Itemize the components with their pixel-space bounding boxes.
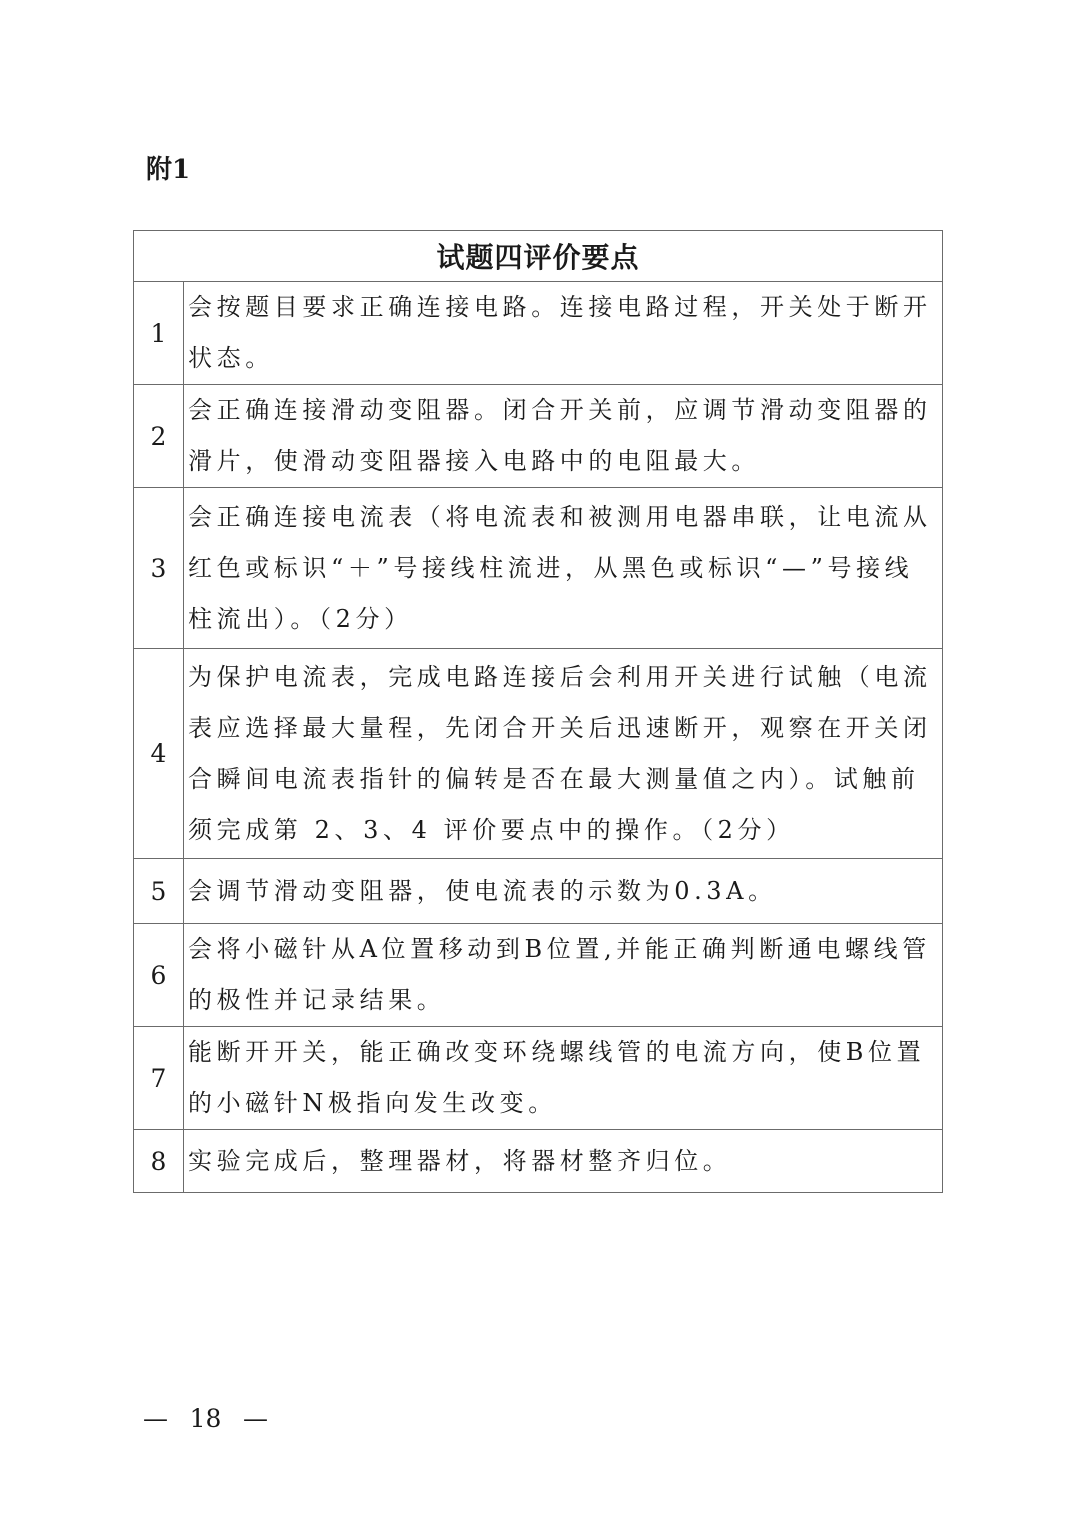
row-text: 会正确连接滑动变阻器。闭合开关前，应调节滑动变阻器的滑片，使滑动变阻器接入电路中的电阻最大。 [184,385,943,488]
row-text: 为保护电流表，完成电路连接后会利用开关进行试触（电流表应选择最大量程，先闭合开关后迅速断开，观察在开关闭合瞬间电流表指针的偏转是否在最大测量值之内）。试触前须完成第 2、3、4 评价要点中的操作。（2分） [184,649,943,859]
table-title: 试题四评价要点 [134,231,943,282]
row-text: 会调节滑动变阻器，使电流表的示数为0.3A。 [184,859,943,924]
row-number: 5 [134,859,184,924]
table-row [134,649,943,859]
row-text: 能断开开关，能正确改变环绕螺线管的电流方向，使B位置的小磁针N极指向发生改变。 [184,1027,943,1130]
table-row [134,282,943,385]
row-number: 6 [134,924,184,1027]
page-number: 18 [189,1404,222,1433]
table-title-row [134,231,943,282]
dash-left: — [143,1404,168,1433]
evaluation-table [133,230,943,1193]
row-text: 会将小磁针从A位置移动到B位置,并能正确判断通电螺线管的极性并记录结果。 [184,924,943,1027]
table-row [134,859,943,924]
row-text: 会按题目要求正确连接电路。连接电路过程，开关处于断开状态。 [184,282,943,385]
row-number: 3 [134,488,184,649]
row-number: 4 [134,649,184,859]
row-number: 1 [134,282,184,385]
page-number-footer [143,1402,268,1436]
table-row [134,488,943,649]
row-text: 会正确连接电流表（将电流表和被测用电器串联，让电流从红色或标识“＋”号接线柱流进，从黑色或标识“—”号接线柱流出）。（2分） [184,488,943,649]
row-text: 实验完成后，整理器材，将器材整齐归位。 [184,1130,943,1193]
table-row [134,385,943,488]
row-number: 2 [134,385,184,488]
table-row [134,924,943,1027]
appendix-label: 附1 [146,155,191,185]
table-row [134,1130,943,1193]
dash-right: — [243,1404,268,1433]
row-number: 7 [134,1027,184,1130]
table-row [134,1027,943,1130]
row-number: 8 [134,1130,184,1193]
